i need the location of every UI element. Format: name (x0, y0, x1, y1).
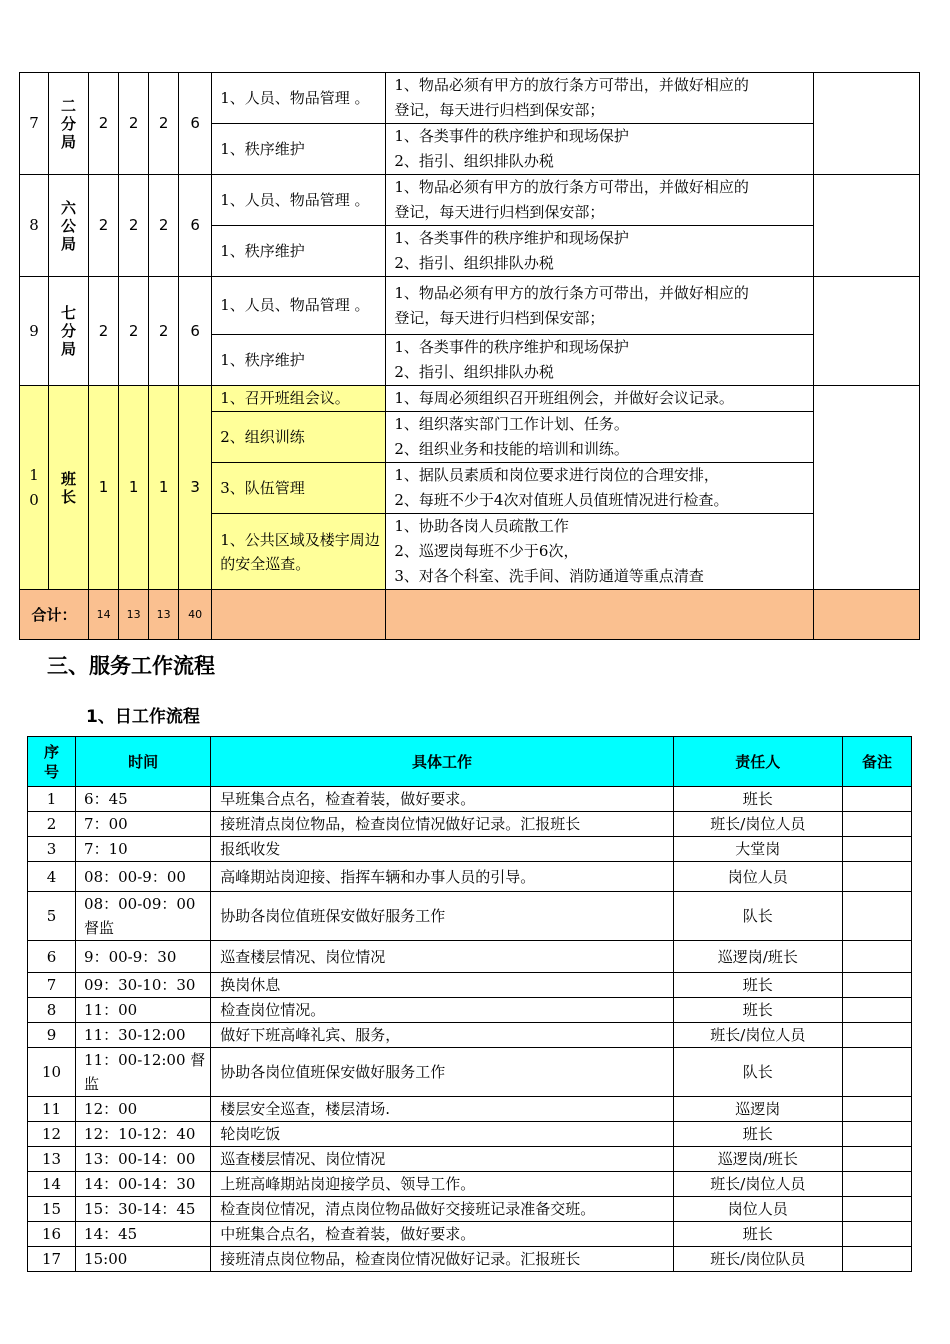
row-work: 协助各岗位值班保安做好服务工作 (211, 1048, 674, 1097)
header-work: 具体工作 (211, 737, 674, 787)
row-index (20, 386, 49, 590)
unit-name (49, 277, 89, 386)
row-work: 协助各岗位值班保安做好服务工作 (211, 892, 674, 941)
row-person: 巡逻岗 (673, 1097, 842, 1122)
row-person: 班长 (673, 1122, 842, 1147)
table-row (28, 1122, 912, 1147)
table-row (28, 892, 912, 941)
row-time: 15：30-14：45 (76, 1197, 211, 1222)
requirement-line: 2、每班不少于4次对值班人员值班情况进行检查。 (394, 491, 729, 509)
row-seq: 17 (28, 1247, 76, 1272)
row-note (842, 787, 911, 812)
header-seq: 序号 (28, 737, 76, 787)
row-note (842, 1048, 911, 1097)
row-work: 报纸收发 (211, 837, 674, 862)
table-row (28, 1147, 912, 1172)
row-person: 岗位人员 (673, 1197, 842, 1222)
row-work: 巡查楼层情况、岗位情况 (211, 1147, 674, 1172)
row-note (842, 892, 911, 941)
row-note (842, 1222, 911, 1247)
row-note (842, 1147, 911, 1172)
row-seq: 4 (28, 862, 76, 892)
row-time: 14：00-14：30 (76, 1172, 211, 1197)
row-note (842, 973, 911, 998)
table-row (28, 973, 912, 998)
requirement-line: 登记，每天进行归档到保安部； (394, 101, 605, 119)
requirement-line: 1、物品必须有甲方的放行条方可带出，并做好相应的 (394, 178, 749, 196)
row-time: 6：45 (76, 787, 211, 812)
requirement-line: 2、组织业务和技能的培训和训练。 (394, 440, 629, 458)
requirement-line: 登记，每天进行归档到保安部； (394, 203, 605, 221)
table-row (28, 1247, 912, 1272)
row-person: 班长/岗位人员 (673, 812, 842, 837)
table-row (28, 998, 912, 1023)
table-row (28, 1222, 912, 1247)
table-row (28, 1048, 912, 1097)
staff-row (20, 175, 920, 226)
row-seq: 3 (28, 837, 76, 862)
row-seq: 7 (28, 973, 76, 998)
row-person: 班长 (673, 1222, 842, 1247)
row-index: 8 (20, 175, 49, 277)
duty-requirement (386, 226, 813, 277)
row-note (842, 862, 911, 892)
row-work: 中班集合点名，检查着装，做好要求。 (211, 1222, 674, 1247)
count-n4: 6 (179, 175, 212, 277)
row-work: 接班清点岗位物品，检查岗位情况做好记录。汇报班长 (211, 812, 674, 837)
row-work: 做好下班高峰礼宾、服务， (211, 1023, 674, 1048)
row-time: 13：00-14：00 (76, 1147, 211, 1172)
row-note (842, 1172, 911, 1197)
requirement-line: 1、据队员素质和岗位要求进行岗位的合理安排， (394, 466, 719, 484)
total-n2: 13 (119, 590, 149, 640)
row-seq: 10 (28, 1048, 76, 1097)
unit-name (49, 386, 89, 590)
remark-cell (813, 73, 919, 175)
total-n3: 13 (149, 590, 179, 640)
row-time: 14：45 (76, 1222, 211, 1247)
table-row (28, 837, 912, 862)
requirement-line: 1、物品必须有甲方的放行条方可带出，并做好相应的 (394, 76, 749, 94)
duty-requirement (386, 386, 813, 412)
count-n1: 1 (89, 386, 119, 590)
requirement-line: 1、组织落实部门工作计划、任务。 (394, 415, 629, 433)
row-note (842, 941, 911, 973)
duty-requirement (386, 124, 813, 175)
duty-requirement (386, 277, 813, 335)
count-n4: 6 (179, 73, 212, 175)
row-person: 巡逻岗/班长 (673, 941, 842, 973)
table-row (28, 1023, 912, 1048)
requirement-line: 2、巡逻岗每班不少于6次， (394, 542, 579, 560)
row-seq: 14 (28, 1172, 76, 1197)
row-work: 轮岗吃饭 (211, 1122, 674, 1147)
row-seq: 6 (28, 941, 76, 973)
header-time: 时间 (76, 737, 211, 787)
count-n1: 2 (89, 73, 119, 175)
unit-name-text: 六公局 (61, 198, 77, 253)
row-note (842, 998, 911, 1023)
row-time: 9：00-9：30 (76, 941, 211, 973)
row-seq: 16 (28, 1222, 76, 1247)
row-note (842, 1023, 911, 1048)
table-row (28, 941, 912, 973)
header-person: 责任人 (673, 737, 842, 787)
count-n3: 1 (149, 386, 179, 590)
duty-requirement (386, 514, 813, 590)
count-n3: 2 (149, 277, 179, 386)
count-n2: 2 (119, 73, 149, 175)
requirement-line: 3、对各个科室、洗手间、消防通道等重点清查 (394, 567, 704, 585)
duty-item: 1、秩序维护 (212, 335, 386, 386)
row-time: 09：30-10：30 (76, 973, 211, 998)
count-n4: 6 (179, 277, 212, 386)
total-n4: 40 (179, 590, 212, 640)
count-n3: 2 (149, 175, 179, 277)
duty-item: 1、人员、物品管理 。 (212, 73, 386, 124)
count-n4: 3 (179, 386, 212, 590)
row-seq: 12 (28, 1122, 76, 1147)
row-seq: 2 (28, 812, 76, 837)
total-empty (813, 590, 919, 640)
duty-item: 1、秩序维护 (212, 226, 386, 277)
duty-item: 1、人员、物品管理 。 (212, 277, 386, 335)
unit-name-text: 七分局 (61, 304, 77, 358)
row-work: 巡查楼层情况、岗位情况 (211, 941, 674, 973)
row-person: 大堂岗 (673, 837, 842, 862)
duty-item: 3、队伍管理 (212, 463, 386, 514)
remark-cell (813, 175, 919, 277)
row-index: 7 (20, 73, 49, 175)
requirement-line: 2、指引、组织排队办税 (394, 152, 554, 170)
staff-row (20, 277, 920, 335)
row-index: 9 (20, 277, 49, 386)
duty-requirement (386, 463, 813, 514)
row-person: 班长/岗位队员 (673, 1247, 842, 1272)
row-note (842, 837, 911, 862)
row-note (842, 1197, 911, 1222)
row-person: 班长 (673, 998, 842, 1023)
row-time: 11：00-12:00 督监 (76, 1048, 211, 1097)
requirement-line: 1、各类事件的秩序维护和现场保护 (394, 127, 629, 145)
row-person: 岗位人员 (673, 862, 842, 892)
row-seq: 15 (28, 1197, 76, 1222)
count-n1: 2 (89, 175, 119, 277)
row-time: 08：00-9：00 (76, 862, 211, 892)
section-title: 三、服务工作流程 (47, 654, 215, 678)
row-seq: 5 (28, 892, 76, 941)
requirement-line: 2、指引、组织排队办税 (394, 254, 554, 272)
duty-item: 1、召开班组会议。 (212, 386, 386, 412)
row-work: 接班清点岗位物品，检查岗位情况做好记录。汇报班长 (211, 1247, 674, 1272)
row-time: 12：10-12：40 (76, 1122, 211, 1147)
subsection-title: 1、日工作流程 (86, 707, 200, 727)
row-index-text: 10 (29, 465, 39, 509)
table-row (28, 1097, 912, 1122)
requirement-line: 1、各类事件的秩序维护和现场保护 (394, 338, 629, 356)
row-seq: 13 (28, 1147, 76, 1172)
row-seq: 8 (28, 998, 76, 1023)
total-empty (212, 590, 386, 640)
duty-requirement (386, 73, 813, 124)
duty-item: 2、组织训练 (212, 412, 386, 463)
count-n3: 2 (149, 73, 179, 175)
row-person: 巡逻岗/班长 (673, 1147, 842, 1172)
row-work: 高峰期站岗迎接、指挥车辆和办事人员的引导。 (211, 862, 674, 892)
requirement-line: 1、协助各岗人员疏散工作 (394, 517, 569, 535)
daily-workflow-table (27, 736, 912, 1272)
duty-item: 1、秩序维护 (212, 124, 386, 175)
duty-requirement (386, 335, 813, 386)
requirement-line: 1、各类事件的秩序维护和现场保护 (394, 229, 629, 247)
row-time: 15:00 (76, 1247, 211, 1272)
table-row (28, 787, 912, 812)
row-person: 班长/岗位人员 (673, 1172, 842, 1197)
unit-name-text: 二分局 (61, 96, 77, 151)
row-person: 队长 (673, 1048, 842, 1097)
unit-name (49, 175, 89, 277)
row-work: 上班高峰期站岗迎接学员、领导工作。 (211, 1172, 674, 1197)
duty-requirement (386, 175, 813, 226)
header-note: 备注 (842, 737, 911, 787)
count-n2: 1 (119, 386, 149, 590)
row-work: 换岗休息 (211, 973, 674, 998)
requirement-line: 2、指引、组织排队办税 (394, 363, 554, 381)
row-time: 7：00 (76, 812, 211, 837)
staffing-table (19, 72, 920, 640)
row-work: 早班集合点名，检查着装，做好要求。 (211, 787, 674, 812)
duty-item: 1、人员、物品管理 。 (212, 175, 386, 226)
row-work: 检查岗位情况，清点岗位物品做好交接班记录准备交班。 (211, 1197, 674, 1222)
row-work: 检查岗位情况。 (211, 998, 674, 1023)
row-time: 7：10 (76, 837, 211, 862)
row-note (842, 812, 911, 837)
count-n2: 2 (119, 277, 149, 386)
row-note (842, 1122, 911, 1147)
duty-item: 1、公共区域及楼宇周边的安全巡查。 (212, 514, 386, 590)
row-seq: 1 (28, 787, 76, 812)
leader-row (20, 386, 920, 412)
total-n1: 14 (89, 590, 119, 640)
unit-name (49, 73, 89, 175)
duty-requirement (386, 412, 813, 463)
remark-cell (813, 386, 919, 590)
row-person: 班长/岗位人员 (673, 1023, 842, 1048)
table-row (28, 1197, 912, 1222)
row-seq: 11 (28, 1097, 76, 1122)
staff-row (20, 73, 920, 124)
table-row (28, 812, 912, 837)
row-time: 11：30-12:00 (76, 1023, 211, 1048)
total-label: 合计： (20, 590, 89, 640)
remark-cell (813, 277, 919, 386)
row-time: 12：00 (76, 1097, 211, 1122)
table-row (28, 1172, 912, 1197)
row-time: 08：00-09：00 督监 (76, 892, 211, 941)
total-empty (386, 590, 813, 640)
unit-name-text: 班长 (61, 469, 77, 506)
total-row (20, 590, 920, 640)
requirement-line: 登记，每天进行归档到保安部； (394, 308, 605, 327)
row-person: 班长 (673, 787, 842, 812)
row-seq: 9 (28, 1023, 76, 1048)
row-person: 班长 (673, 973, 842, 998)
table-row (28, 862, 912, 892)
requirement-line: 1、每周必须组织召开班组例会，并做好会议记录。 (394, 389, 734, 407)
count-n2: 2 (119, 175, 149, 277)
requirement-line: 1、物品必须有甲方的放行条方可带出，并做好相应的 (394, 283, 749, 302)
table-header-row (28, 737, 912, 787)
row-note (842, 1097, 911, 1122)
row-note (842, 1247, 911, 1272)
count-n1: 2 (89, 277, 119, 386)
row-time: 11：00 (76, 998, 211, 1023)
row-person: 队长 (673, 892, 842, 941)
row-work: 楼层安全巡查，楼层清场. (211, 1097, 674, 1122)
